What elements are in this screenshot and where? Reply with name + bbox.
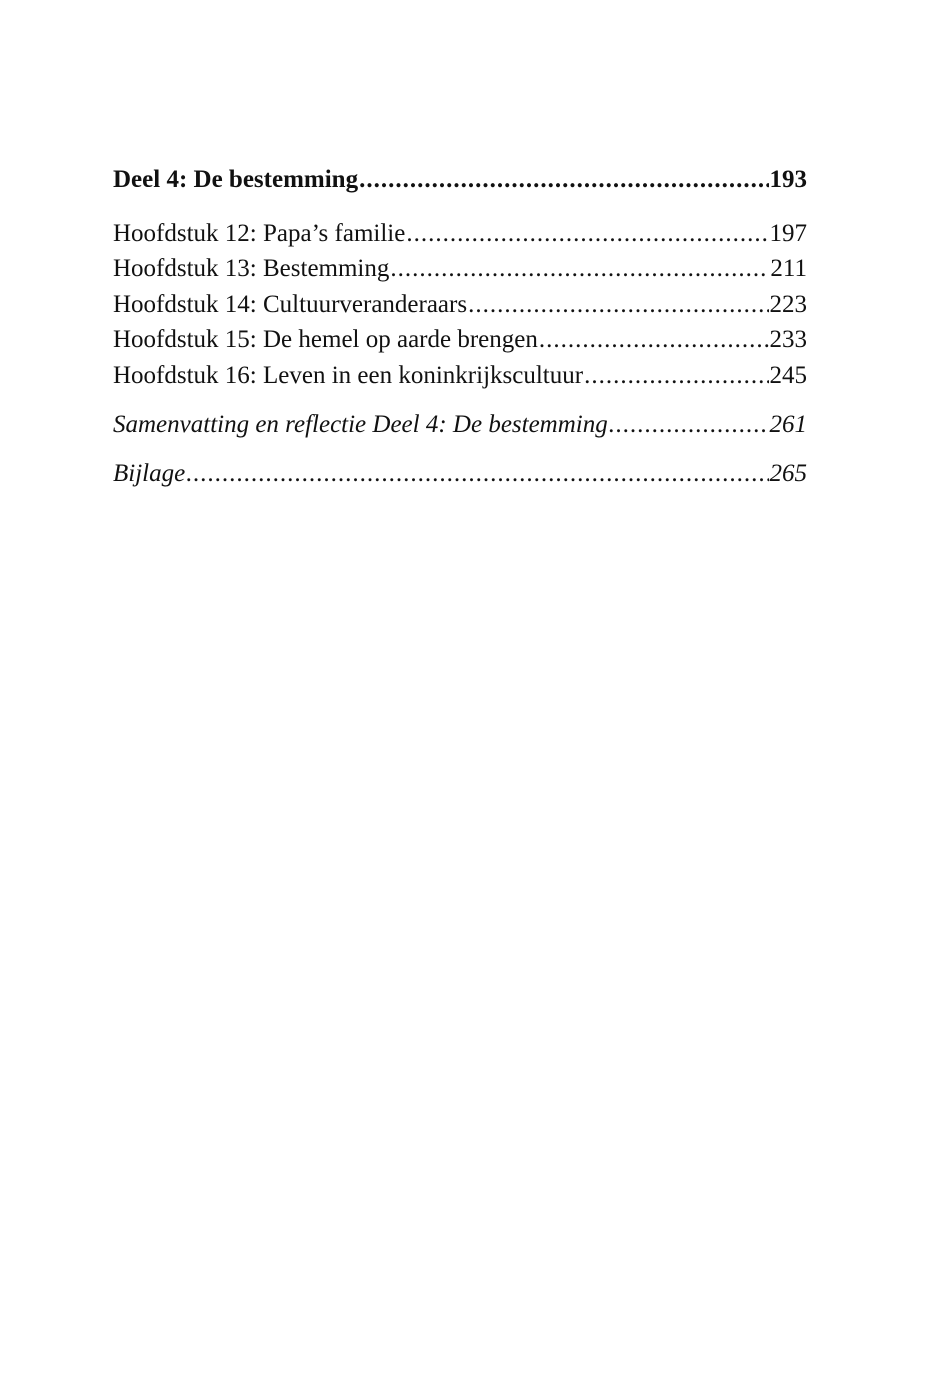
toc-chapter-title: Hoofdstuk 12: Papa’s familie bbox=[113, 219, 406, 247]
toc-chapter-title: Hoofdstuk 15: De hemel op aarde brengen bbox=[113, 326, 538, 353]
toc-summary-entry bbox=[113, 407, 807, 443]
toc-summary-page: 261 bbox=[769, 411, 807, 438]
dot-leader bbox=[406, 216, 768, 252]
toc-chapter-page: 211 bbox=[770, 255, 807, 282]
toc-chapter-entry bbox=[113, 358, 807, 394]
toc-chapter-entry bbox=[113, 322, 807, 358]
table-of-contents bbox=[113, 162, 807, 491]
toc-chapter-entry bbox=[113, 216, 807, 252]
toc-chapter-title: Hoofdstuk 13: Bestemming bbox=[113, 255, 390, 282]
dot-leader bbox=[468, 287, 768, 323]
toc-part-entry bbox=[113, 162, 807, 198]
toc-chapter-entry bbox=[113, 251, 807, 287]
dot-leader bbox=[584, 358, 768, 394]
toc-part-title: Deel 4: De bestemming bbox=[113, 166, 359, 193]
toc-chapter-title: Hoofdstuk 14: Cultuurveranderaars bbox=[113, 290, 468, 318]
toc-appendix-title: Bijlage bbox=[113, 459, 186, 487]
toc-chapter-title: Hoofdstuk 16: Leven in een koninkrijkscultuur bbox=[113, 361, 584, 389]
toc-chapter-page: 233 bbox=[769, 326, 807, 353]
dot-leader bbox=[359, 162, 768, 198]
dot-leader bbox=[609, 407, 769, 443]
dot-leader bbox=[186, 456, 768, 492]
toc-summary-title: Samenvatting en reflectie Deel 4: De bestemming bbox=[113, 411, 608, 438]
dot-leader bbox=[390, 251, 769, 287]
toc-chapter-entry bbox=[113, 287, 807, 323]
toc-chapter-page: 223 bbox=[769, 290, 807, 318]
toc-chapter-page: 197 bbox=[769, 219, 807, 247]
dot-leader bbox=[539, 322, 769, 358]
toc-chapter-page: 245 bbox=[769, 361, 807, 389]
toc-appendix-entry bbox=[113, 456, 807, 492]
toc-part-page: 193 bbox=[769, 166, 807, 193]
toc-appendix-page: 265 bbox=[769, 459, 807, 487]
